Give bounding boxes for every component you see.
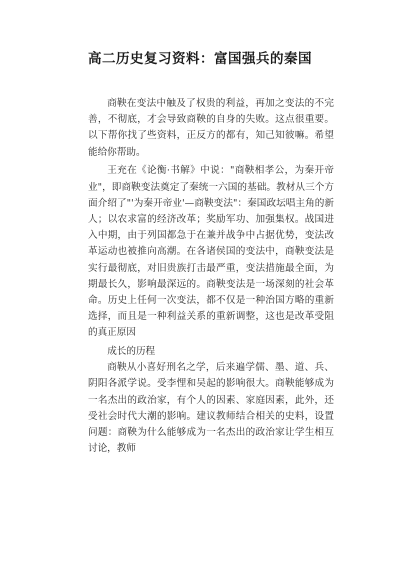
- wang-chong-paragraph: 王充在《论衡·书解》中说："商鞅相孝公，为秦开帝业"，即商鞅变法奠定了秦统一六国的基础。教材从三个方面介绍了"'为秦开帝业'—商鞅变法"：秦国政坛唱主角的新人；以农求富的经济改革；奖励军功、加强集权。战国进入中期，由于列国都急于在兼并战争中占据优势，变法改革运动也被推向高潮。在各诸侯国的变法中，商鞅变法是实行最彻底，对旧贵族打击最严重，变法措施最全面，为期最长久，影响最深远的。商鞅变法是一场深刻的社会革命。历史上任何一次变法，都不仅是一种治国方略的重新选择，而且是一种利益关系的重新调整，这也是改革受阻的真正原因: [88, 165, 334, 339]
- growth-paragraph: 商鞅从小喜好刑名之学，后来遍学儒、墨、道、兵、阴阳各派学说。受李悝和吴起的影响很大。商鞅能够成为一名杰出的政治家，有个人的因素、家庭因素，此外，还受社会时代大潮的影响。建议教师结合相关的史料，设置问题：商鞅为什么能够成为一名杰出的政治家让学生相互讨论，教师: [88, 362, 334, 455]
- document-title: 高二历史复习资料：富国强兵的秦国: [88, 51, 312, 67]
- intro-paragraph: 商鞅在变法中触及了权贵的利益，再加之变法的不完善，不彻底，才会导致商鞅的自身的失败。这点很重要。以下帮你找了些资料，正反方的都有，知己知彼嘛。希望能给你帮助。: [88, 98, 334, 158]
- document-body: [88, 96, 334, 457]
- section-heading: 成长的历程: [107, 346, 156, 358]
